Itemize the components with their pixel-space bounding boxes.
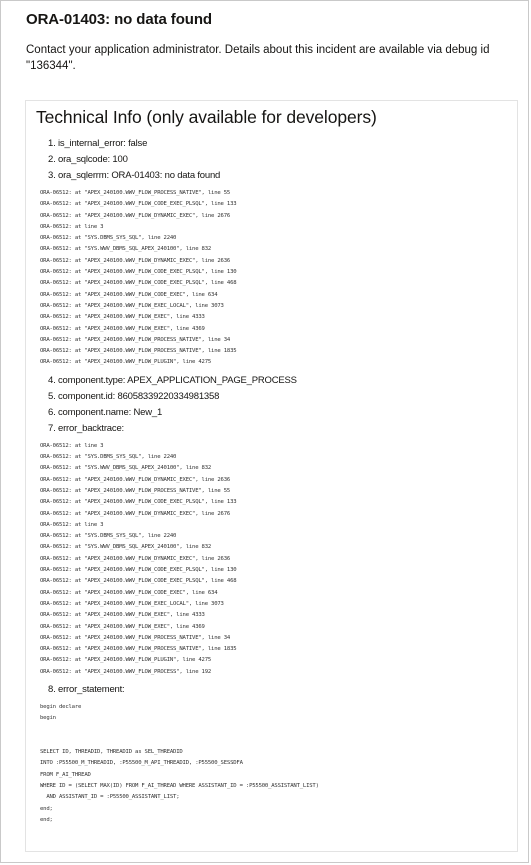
info-item-component-type: 4. component.type: APEX_APPLICATION_PAGE_PROCESS	[58, 375, 517, 387]
sqlerrm-label: ora_sqlerrm: ORA-01403: no data found	[58, 170, 221, 181]
info-item-component-name: 6. component.name: New_1	[58, 407, 517, 419]
info-item-sqlcode: 2. ora_sqlcode: 100	[58, 154, 517, 166]
technical-info-panel	[25, 100, 518, 852]
statement-label: error_statement:	[58, 683, 125, 695]
error-title: ORA-01403: no data found	[26, 11, 212, 28]
info-item-sqlerrm	[40, 170, 517, 369]
technical-info-list	[26, 138, 517, 826]
backtrace-label: error_backtrace:	[58, 422, 124, 434]
statement-code: begin declare begin SELECT ID, THREADID, THREADID as SEL_THREADID INTO :P55500_M_THREADID, :P55500_M_API_THREADID, :P55500_SESSDFA FROM F_AI_THREAD WHERE ID = (SELECT MAX(ID) FROM F_AI_THREAD WHERE ASSISTANT_ID = :P55500_ASSISTANT_LIST) AND ASSISTANT_ID = :P55500_ASSISTANT_LIST; end; end;	[40, 703, 319, 823]
error-header	[1, 1, 528, 74]
technical-info-title: Technical Info (only available for developers)	[36, 107, 377, 127]
info-item-component-id: 5. component.id: 86058339220334981358	[58, 391, 517, 403]
error-message: Contact your application administrator. Details about this incident are available via debug id "136344".	[26, 44, 490, 72]
info-item-error-backtrace	[40, 422, 517, 678]
sqlerrm-stack: ORA-06512: at "APEX_240100.WWV_FLOW_PROCESS_NATIVE", line 55 ORA-06512: at "APEX_240100.WWV_FLOW_CODE_EXEC_PLSQL", line 133 ORA-06512: at "APEX_240100.WWV_FLOW_DYNAMIC_EXEC", line 2676 ORA-06512: at line 3 ORA-06512: at "SYS.DBMS_SYS_SQL", line 2240 ORA-06512: at "SYS.WWV_DBMS_SQL_APEX_240100", line 832 ORA-06512: at "APEX_240100.WWV_FLOW_DYNAMIC_EXEC", line 2636 ORA-06512: at "APEX_240100.WWV_FLOW_CODE_EXEC_PLSQL", line 130 ORA-06512: at "APEX_240100.WWV_FLOW_CODE_EXEC_PLSQL", line 468 ORA-06512: at "APEX_240100.WWV_FLOW_CODE_EXEC", line 634 ORA-06512: at "APEX_240100.WWV_FLOW_EXEC_LOCAL", line 3073 ORA-06512: at "APEX_240100.WWV_FLOW_EXEC", line 4333 ORA-06512: at "APEX_240100.WWV_FLOW_EXEC", line 4369 ORA-06512: at "APEX_240100.WWV_FLOW_PROCESS_NATIVE", line 34 ORA-06512: at "APEX_240100.WWV_FLOW_PROCESS_NATIVE", line 1835 ORA-06512: at "APEX_240100.WWV_FLOW_PLUGIN", line 4275	[40, 190, 237, 366]
backtrace-stack: ORA-06512: at line 3 ORA-06512: at "SYS.DBMS_SYS_SQL", line 2240 ORA-06512: at "SYS.WWV_DBMS_SQL_APEX_240100", line 832 ORA-06512: at "APEX_240100.WWV_FLOW_DYNAMIC_EXEC", line 2636 ORA-06512: at "APEX_240100.WWV_FLOW_PROCESS_NATIVE", line 55 ORA-06512: at "APEX_240100.WWV_FLOW_CODE_EXEC_PLSQL", line 133 ORA-06512: at "APEX_240100.WWV_FLOW_DYNAMIC_EXEC", line 2676 ORA-06512: at line 3 ORA-06512: at "SYS.DBMS_SYS_SQL", line 2240 ORA-06512: at "SYS.WWV_DBMS_SQL_APEX_240100", line 832 ORA-06512: at "APEX_240100.WWV_FLOW_DYNAMIC_EXEC", line 2636 ORA-06512: at "APEX_240100.WWV_FLOW_CODE_EXEC_PLSQL", line 130 ORA-06512: at "APEX_240100.WWV_FLOW_CODE_EXEC_PLSQL", line 468 ORA-06512: at "APEX_240100.WWV_FLOW_CODE_EXEC", line 634 ORA-06512: at "APEX_240100.WWV_FLOW_EXEC_LOCAL", line 3073 ORA-06512: at "APEX_240100.WWV_FLOW_EXEC", line 4333 ORA-06512: at "APEX_240100.WWV_FLOW_EXEC", line 4369 ORA-06512: at "APEX_240100.WWV_FLOW_PROCESS_NATIVE", line 34 ORA-06512: at "APEX_240100.WWV_FLOW_PROCESS_NATIVE", line 1835 ORA-06512: at "APEX_240100.WWV_FLOW_PLUGIN", line 4275 ORA-06512: at "APEX_240100.WWV_FLOW_PROCESS", line 192	[40, 442, 237, 675]
info-item-error-statement	[40, 683, 517, 826]
info-item-internal-error: 1. is_internal_error: false	[58, 138, 517, 150]
